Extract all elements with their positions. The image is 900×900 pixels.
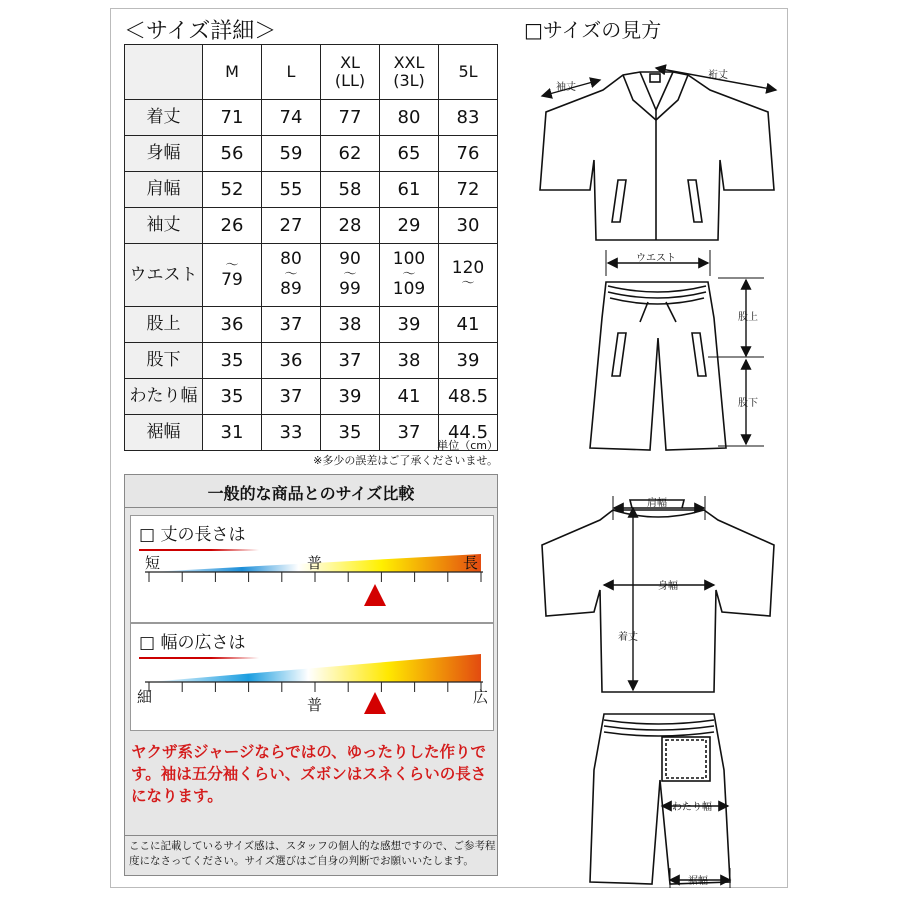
table-cell: 37 [262, 379, 321, 415]
waist-min: 80 [280, 249, 302, 270]
waist-min: 120 [451, 258, 485, 279]
table-cell: 41 [439, 307, 498, 343]
range-tilde: 〜 [402, 267, 416, 283]
table-cell: 41 [380, 379, 439, 415]
table-cell: 26 [203, 208, 262, 244]
tolerance-note: ※多少の誤差はご了承くださいませ。 [313, 454, 498, 467]
table-cell: 39 [321, 379, 380, 415]
table-cell: 37 [262, 307, 321, 343]
unit-label: 単位（cm） [437, 439, 498, 452]
table-row [125, 244, 498, 307]
size-comparison-panel [124, 474, 498, 876]
label-rise: 股上 [738, 312, 758, 323]
table-row [125, 136, 498, 172]
length-indicator [364, 584, 386, 606]
table-row [125, 307, 498, 343]
table-cell: 38 [321, 307, 380, 343]
column-header: XXL (3L) [380, 45, 439, 100]
label-body-width: 身幅 [658, 581, 678, 592]
width-narrow-label: 細 [137, 688, 153, 706]
table-cell: 36 [203, 307, 262, 343]
width-gradient [149, 654, 481, 682]
table-row [125, 343, 498, 379]
comparison-title: 一般的な商品とのサイズ比較 [207, 484, 415, 503]
table-cell: 61 [380, 172, 439, 208]
garment-diagram [528, 50, 778, 890]
table-cell: 59 [262, 136, 321, 172]
length-gauge [130, 515, 494, 623]
table-cell: 33 [262, 415, 321, 451]
table-cell [262, 244, 321, 307]
row-label: 肩幅 [125, 172, 203, 208]
column-header: M [203, 45, 262, 100]
size-table [124, 44, 498, 451]
pants-back-drawing [590, 714, 730, 884]
length-long-label: 長 [463, 554, 479, 572]
waist-max: 79 [221, 269, 243, 290]
table-cell: 83 [439, 100, 498, 136]
table-cell: 30 [439, 208, 498, 244]
waist-min: 100 [392, 249, 426, 270]
label-sleeve: 袖丈 [556, 82, 576, 93]
table-cell: 29 [380, 208, 439, 244]
width-normal-label: 普 [307, 696, 323, 714]
table-row [125, 100, 498, 136]
width-wide-label: 広 [473, 688, 489, 706]
table-cell: 39 [380, 307, 439, 343]
table-cell: 55 [262, 172, 321, 208]
table-cell: 62 [321, 136, 380, 172]
jacket-front-drawing [540, 72, 774, 240]
table-cell: 35 [321, 415, 380, 451]
table-cell: 37 [380, 415, 439, 451]
length-short-label: 短 [145, 554, 161, 572]
table-row [125, 208, 498, 244]
table-cell: 74 [262, 100, 321, 136]
table-cell [439, 244, 498, 307]
table-cell: 37 [321, 343, 380, 379]
label-hem: 裾幅 [688, 876, 708, 887]
table-cell: 28 [321, 208, 380, 244]
row-label: 股下 [125, 343, 203, 379]
table-cell: 52 [203, 172, 262, 208]
row-label: 身幅 [125, 136, 203, 172]
pants-front-drawing [590, 282, 726, 450]
row-label: ウエスト [125, 244, 203, 307]
width-indicator [364, 692, 386, 714]
table-cell: 48.5 [439, 379, 498, 415]
table-cell: 58 [321, 172, 380, 208]
table-cell: 56 [203, 136, 262, 172]
table-cell: 77 [321, 100, 380, 136]
waist-max: 89 [280, 278, 302, 299]
fit-description: ヤクザ系ジャージならではの、ゆったりした作りです。袖は五分袖くらい、ズボンはスネくらいの長さになります。 [131, 743, 487, 805]
table-cell: 80 [380, 100, 439, 136]
table-cell [380, 244, 439, 307]
length-normal-label: 普 [307, 554, 323, 572]
width-gauge-title: □ 幅の広さは [139, 628, 245, 653]
range-tilde: 〜 [284, 267, 298, 283]
row-label: 裾幅 [125, 415, 203, 451]
length-gauge-title: □ 丈の長さは [139, 520, 245, 545]
label-length: 着丈 [618, 632, 638, 643]
row-label: わたり幅 [125, 379, 203, 415]
jacket-back-drawing [542, 500, 774, 692]
table-cell [321, 244, 380, 307]
column-header: 5L [439, 45, 498, 100]
table-cell: 71 [203, 100, 262, 136]
table-cell: 76 [439, 136, 498, 172]
row-label: 股上 [125, 307, 203, 343]
column-header: XL (LL) [321, 45, 380, 100]
range-tilde: 〜 [225, 258, 239, 274]
table-cell: 27 [262, 208, 321, 244]
table-cell: 39 [439, 343, 498, 379]
label-shoulder: 肩幅 [647, 498, 667, 509]
label-waist: ウエスト [636, 253, 676, 264]
waist-max: 99 [339, 278, 361, 299]
size-howto-title: □サイズの見方 [524, 18, 662, 42]
range-tilde: 〜 [343, 267, 357, 283]
column-header: L [262, 45, 321, 100]
table-cell: 35 [203, 343, 262, 379]
table-cell: 35 [203, 379, 262, 415]
table-row [125, 172, 498, 208]
width-gauge [130, 623, 494, 731]
table-cell: 31 [203, 415, 262, 451]
row-label: 袖丈 [125, 208, 203, 244]
label-yuki: 裄丈 [708, 70, 728, 81]
size-detail-title: ＜サイズ詳細＞ [124, 19, 277, 44]
waist-max: 109 [392, 278, 426, 299]
label-inseam: 股下 [738, 398, 758, 409]
table-cell: 44.5 [439, 415, 498, 451]
table-row [125, 379, 498, 415]
range-tilde: 〜 [461, 276, 475, 292]
label-thigh: わたり幅 [672, 802, 712, 813]
table-corner [125, 45, 203, 100]
table-cell [203, 244, 262, 307]
waist-min: 90 [339, 249, 361, 270]
row-label: 着丈 [125, 100, 203, 136]
table-cell: 72 [439, 172, 498, 208]
disclaimer-text: ここに記載しているサイズ感は、スタッフの個人的な感想ですので、ご参考程度になさってください。サイズ選びはご自身の判断でお願いいたします。 [129, 840, 496, 868]
table-cell: 36 [262, 343, 321, 379]
table-cell: 38 [380, 343, 439, 379]
table-cell: 65 [380, 136, 439, 172]
